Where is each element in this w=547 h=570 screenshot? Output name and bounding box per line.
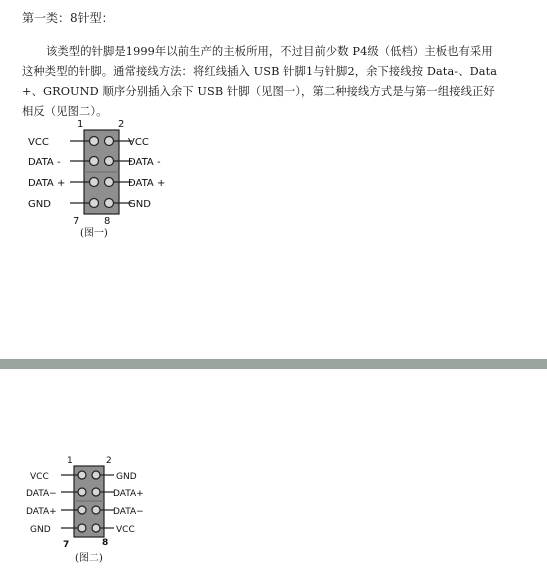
section-heading: 第一类：8针型： — [22, 11, 114, 25]
pin-circle — [92, 506, 100, 514]
pin-number-7: 7 — [63, 540, 70, 550]
right-label-vcc: VCC — [128, 137, 149, 148]
pin-circle — [92, 471, 100, 479]
right-label-gnd: GND — [116, 472, 137, 482]
page-separator — [0, 359, 547, 369]
right-label-vcc: VCC — [116, 525, 135, 535]
pin-number-8: 8 — [104, 216, 111, 227]
pin-circle — [92, 488, 100, 496]
pin-circle — [78, 488, 86, 496]
pin-circle — [105, 199, 114, 208]
right-label-data-plus: DATA+ — [113, 489, 144, 499]
left-label-data-plus: DATA+ — [26, 507, 57, 517]
pin-circle — [105, 137, 114, 146]
pin-number-1: 1 — [77, 119, 84, 130]
pin-number-2: 2 — [118, 119, 125, 130]
left-label-vcc: VCC — [30, 472, 49, 482]
figure-caption-2: (图二) — [75, 553, 103, 564]
pin-circle — [92, 524, 100, 532]
body-paragraph: 该类型的针脚是1999年以前生产的主板所用，不过目前少数 P4级（低档）主板也有采用这种类型的针脚。通常接线方法：将红线插入 USB 针脚1与针脚2，余下接线按 Data-、Data +、GROUND 顺序分别插入余下 USB 针脚（见图一），第二种接线方式是与第一组接线正好相反（见图二）。 — [22, 45, 498, 118]
right-label-data-minus: DATA - — [128, 157, 161, 168]
figure-caption-1: (图一) — [80, 228, 108, 239]
pin-number-8: 8 — [102, 538, 109, 548]
pin-circle — [90, 137, 99, 146]
usb-header-diagram-1 — [24, 118, 194, 240]
pin-circle — [90, 199, 99, 208]
usb-header-diagram-2 — [24, 455, 184, 570]
pin-number-7: 7 — [73, 216, 80, 227]
left-label-data-minus: DATA - — [28, 157, 61, 168]
left-label-gnd: GND — [28, 199, 51, 210]
pin-circle — [105, 178, 114, 187]
pin-circle — [78, 471, 86, 479]
pin-circle — [105, 157, 114, 166]
right-label-data-minus: DATA− — [113, 507, 144, 517]
pin-circle — [90, 157, 99, 166]
left-label-data-plus: DATA + — [28, 178, 66, 189]
right-label-data-plus: DATA + — [128, 178, 166, 189]
pin-number-2: 2 — [106, 456, 112, 466]
pin-circle — [78, 506, 86, 514]
pin-number-1: 1 — [67, 456, 73, 466]
pin-circle — [78, 524, 86, 532]
pin-circle — [90, 178, 99, 187]
left-label-data-minus: DATA− — [26, 489, 57, 499]
left-label-vcc: VCC — [28, 137, 49, 148]
page-two — [0, 369, 547, 570]
left-label-gnd: GND — [30, 525, 51, 535]
right-label-gnd: GND — [128, 199, 151, 210]
